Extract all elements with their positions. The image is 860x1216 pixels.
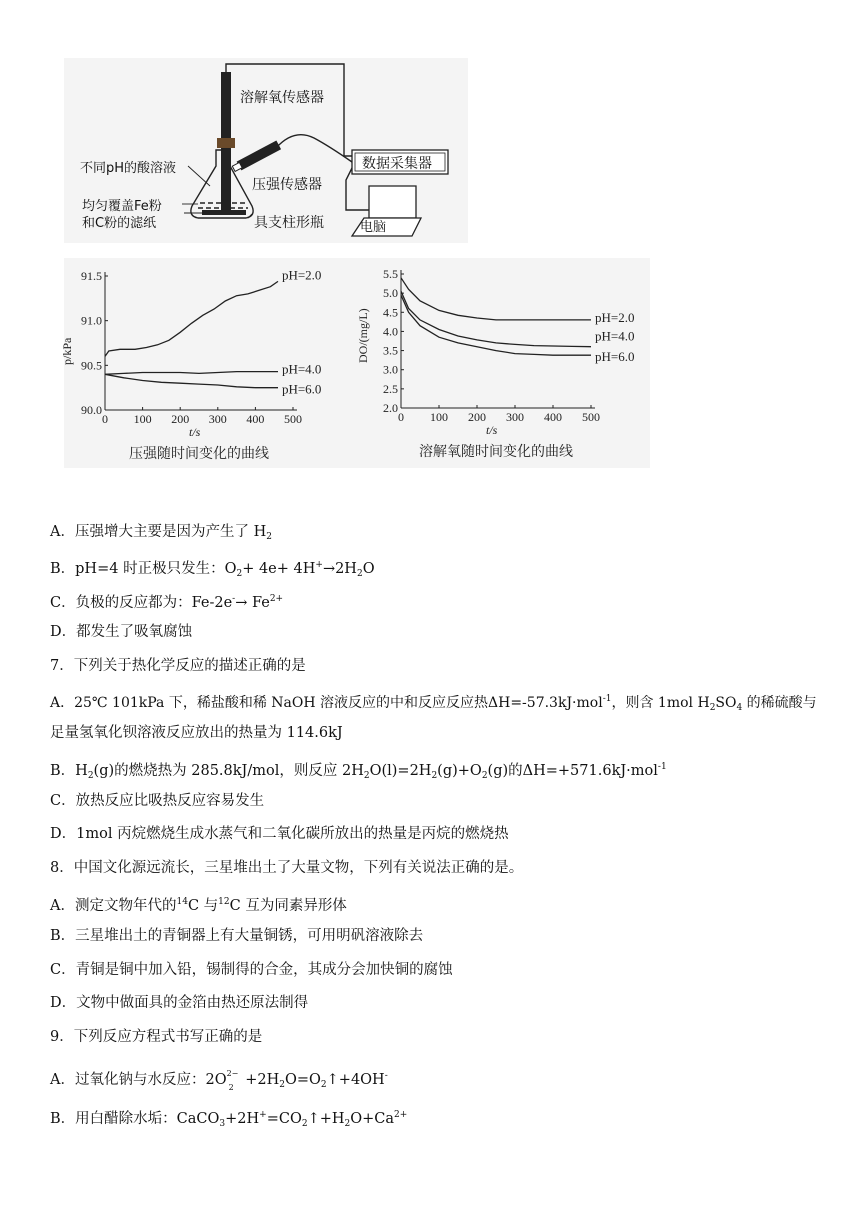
q8-option-c: C．青铜是铜中加入铅，锡制得的合金，其成分会加快铜的腐蚀	[50, 962, 453, 978]
q6-option-d: D．都发生了吸氧腐蚀	[50, 624, 193, 640]
x-tick-label: 200	[171, 412, 190, 426]
label-data-collector: 数据采集器	[362, 156, 432, 172]
q7-option-a-line2: 足量氢氧化钡溶液反应放出的热量为 114.6kJ	[50, 725, 343, 741]
dissolved-oxygen-chart	[356, 258, 650, 468]
q6-option-c: C．负极的反应都为：$Fe-2e^-\to Fe^{2+}$	[50, 594, 284, 611]
series-line	[105, 281, 278, 356]
y-axis-label: DO/(mg/L)	[356, 308, 370, 363]
y-tick-label: 5.5	[383, 267, 398, 281]
q6-option-a: A．压强增大主要是因为产生了 $H_2$	[50, 524, 272, 542]
series-label: pH=6.0	[281, 381, 322, 397]
y-tick-label: 2.0	[383, 401, 398, 415]
stopper	[217, 138, 235, 148]
x-tick-label: 100	[430, 410, 448, 424]
q8-option-b: B．三星堆出土的青铜器上有大量铜锈，可用明矾溶液除去	[50, 928, 424, 944]
x-tick-label: 500	[582, 410, 600, 424]
series-label: pH=6.0	[595, 349, 635, 365]
wire-pressure-sensor	[276, 135, 352, 162]
q7-option-c: C．放热反应比吸热反应容易发生	[50, 793, 265, 809]
x-tick-label: 0	[102, 412, 108, 426]
series-label: pH=4.0	[595, 328, 635, 344]
label-filter-paper-line2: 和C粉的滤纸	[82, 216, 157, 231]
series-line	[401, 291, 591, 347]
y-tick-label: 3.5	[383, 343, 398, 358]
y-tick-label: 91.5	[81, 269, 102, 283]
series-line	[105, 372, 278, 375]
y-tick-label: 90.5	[81, 358, 102, 373]
label-pressure-sensor: 压强传感器	[252, 177, 322, 193]
y-tick-label: 3.0	[383, 362, 398, 377]
y-tick-label: 2.5	[383, 381, 398, 396]
q7-option-b: B．$H_2(g)$的燃烧热为 285.8kJ/mol，则反应 $2H_2O(l)=2H_2(g)+O_2(g)$的ΔH=+571.6kJ·mol$^{-1}$	[50, 762, 667, 781]
x-tick-label: 400	[246, 412, 265, 426]
chart-title: 压强随时间变化的曲线	[129, 447, 269, 462]
x-tick-label: 300	[208, 412, 227, 426]
q8-option-d: D．文物中做面具的金箔由热还原法制得	[50, 995, 309, 1011]
label-acid-solution: 不同pH的酸溶液	[80, 161, 177, 176]
pressure-sensor	[231, 140, 281, 173]
x-tick-label: 100	[133, 412, 152, 426]
q7-option-a-line1: A．25℃ 101kPa 下，稀盐酸和稀 NaOH 溶液反应的中和反应反应热ΔH=-57.3kJ·mol$^{-1}$，则含 1mol $H_2SO_4$ 的稀硫酸与	[50, 694, 817, 713]
label-do-sensor: 溶解氧传感器	[240, 90, 324, 106]
series-label: pH=4.0	[281, 361, 322, 377]
x-tick-label: 300	[506, 410, 524, 424]
q9-option-a: A．过氧化钠与水反应：2O 2− 2 $+2H_2O=O_2↑+4OH^-$	[50, 1069, 388, 1092]
x-axis-label: t/s	[486, 423, 498, 437]
q9-stem: 9．下列反应方程式书写正确的是	[50, 1029, 263, 1045]
series-label: pH=2.0	[595, 309, 635, 325]
q8-stem: 8．中国文化源远流长，三星堆出土了大量文物，下列有关说法正确的是。	[50, 860, 524, 876]
y-tick-label: 4.5	[383, 305, 398, 320]
q6-option-b: B．pH=4 时正极只发生：$O_2+ 4e+ 4H^+\to 2H_2O$	[50, 560, 375, 579]
chart-title: 溶解氧随时间变化的曲线	[419, 445, 573, 460]
label-computer: 电脑	[360, 220, 387, 235]
label-filter-paper-line1: 均匀覆盖Fe粉	[82, 199, 162, 214]
y-tick-label: 91.0	[81, 313, 102, 328]
q8-option-a: A．测定文物年代的$^{14}$C 与$^{12}$C 互为同素异形体	[50, 897, 347, 914]
x-tick-label: 500	[284, 412, 302, 426]
pressure-chart	[60, 258, 354, 468]
x-axis-label: t/s	[189, 425, 201, 439]
filter-paper	[202, 210, 246, 215]
q9-option-b: B．用白醋除水垢：$CaCO_3+2H^+=CO_2↑+H_2O+Ca^{2+}$	[50, 1110, 408, 1129]
series-line	[401, 278, 591, 320]
y-tick-label: 4.0	[383, 324, 398, 339]
x-tick-label: 200	[468, 410, 486, 424]
y-axis-label: p/kPa	[60, 337, 74, 365]
y-tick-label: 90.0	[81, 403, 102, 417]
label-flask: 具支柱形瓶	[254, 215, 324, 231]
x-tick-label: 400	[544, 410, 562, 424]
series-label: pH=2.0	[281, 267, 322, 283]
y-tick-label: 5.0	[383, 286, 398, 301]
wire-do-sensor	[226, 64, 352, 156]
series-line	[105, 374, 278, 387]
x-tick-label: 0	[398, 410, 404, 424]
q7-option-d: D．1mol 丙烷燃烧生成水蒸气和二氧化碳所放出的热量是丙烷的燃烧热	[50, 826, 509, 842]
q7-stem: 7．下列关于热化学反应的描述正确的是	[50, 658, 306, 674]
